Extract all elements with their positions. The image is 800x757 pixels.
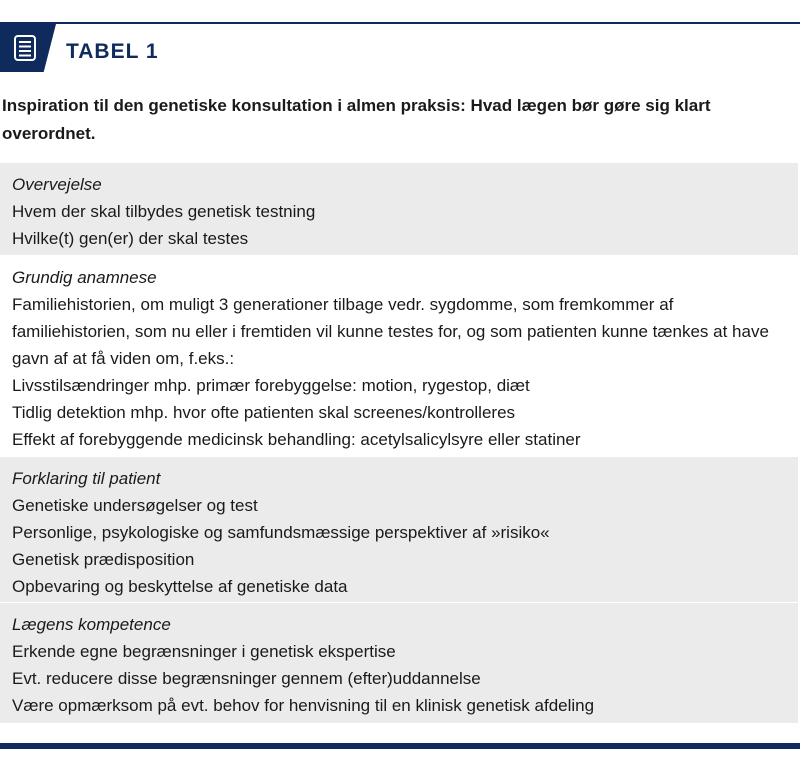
section-line: Erkende egne begrænsninger i genetisk ekspertise <box>12 642 396 661</box>
section-line: Være opmærksom på evt. behov for henvisning til en klinisk genetisk afdeling <box>12 696 595 715</box>
section-heading: Grundig anamnese <box>12 268 157 287</box>
table-caption: Inspiration til den genetiske konsultation i almen praksis: Hvad lægen bør gøre sig klart overordnet. <box>2 96 711 143</box>
section-line: Hvilke(t) gen(er) der skal testes <box>12 229 249 248</box>
section-line: Hvem der skal tilbydes genetisk testning <box>12 202 316 221</box>
table-badge <box>0 24 56 72</box>
section-line: Evt. reducere disse begrænsninger gennem (efter)uddannelse <box>12 669 481 688</box>
section-heading: Lægens kompetence <box>12 615 171 634</box>
section-line: Effekt af forebyggende medicinsk behandling: acetylsalicylsyre eller statiner <box>12 430 581 449</box>
section-laegens-kompetence <box>0 603 798 723</box>
section-overvejelse <box>0 163 798 255</box>
bottom-rule <box>0 743 800 749</box>
table-label: TABEL 1 <box>66 40 159 63</box>
section-grundig-anamnese <box>0 256 798 456</box>
section-forklaring-til-patient <box>0 457 798 602</box>
section-line: Opbevaring og beskyttelse af genetiske data <box>12 577 348 596</box>
section-line: Livsstilsændringer mhp. primær forebyggelse: motion, rygestop, diæt <box>12 376 530 395</box>
top-rule <box>0 22 800 24</box>
section-line: Genetisk prædisposition <box>12 550 195 569</box>
section-line: Genetiske undersøgelser og test <box>12 496 258 515</box>
section-heading: Forklaring til patient <box>12 469 161 488</box>
section-line: Personlige, psykologiske og samfundsmæssige perspektiver af »risiko« <box>12 523 550 542</box>
section-line: Tidlig detektion mhp. hvor ofte patienten skal screenes/kontrolleres <box>12 403 516 422</box>
document-icon <box>14 35 36 61</box>
section-heading: Overvejelse <box>12 175 102 194</box>
section-line: Familiehistorien, om muligt 3 generationer tilbage vedr. sygdomme, som fremkommer af familiehistorien, som nu eller i fremtiden vil kunne testes for, og som patienten kunne tænkes at have gavn af at få viden om, f.eks.: <box>12 295 769 368</box>
